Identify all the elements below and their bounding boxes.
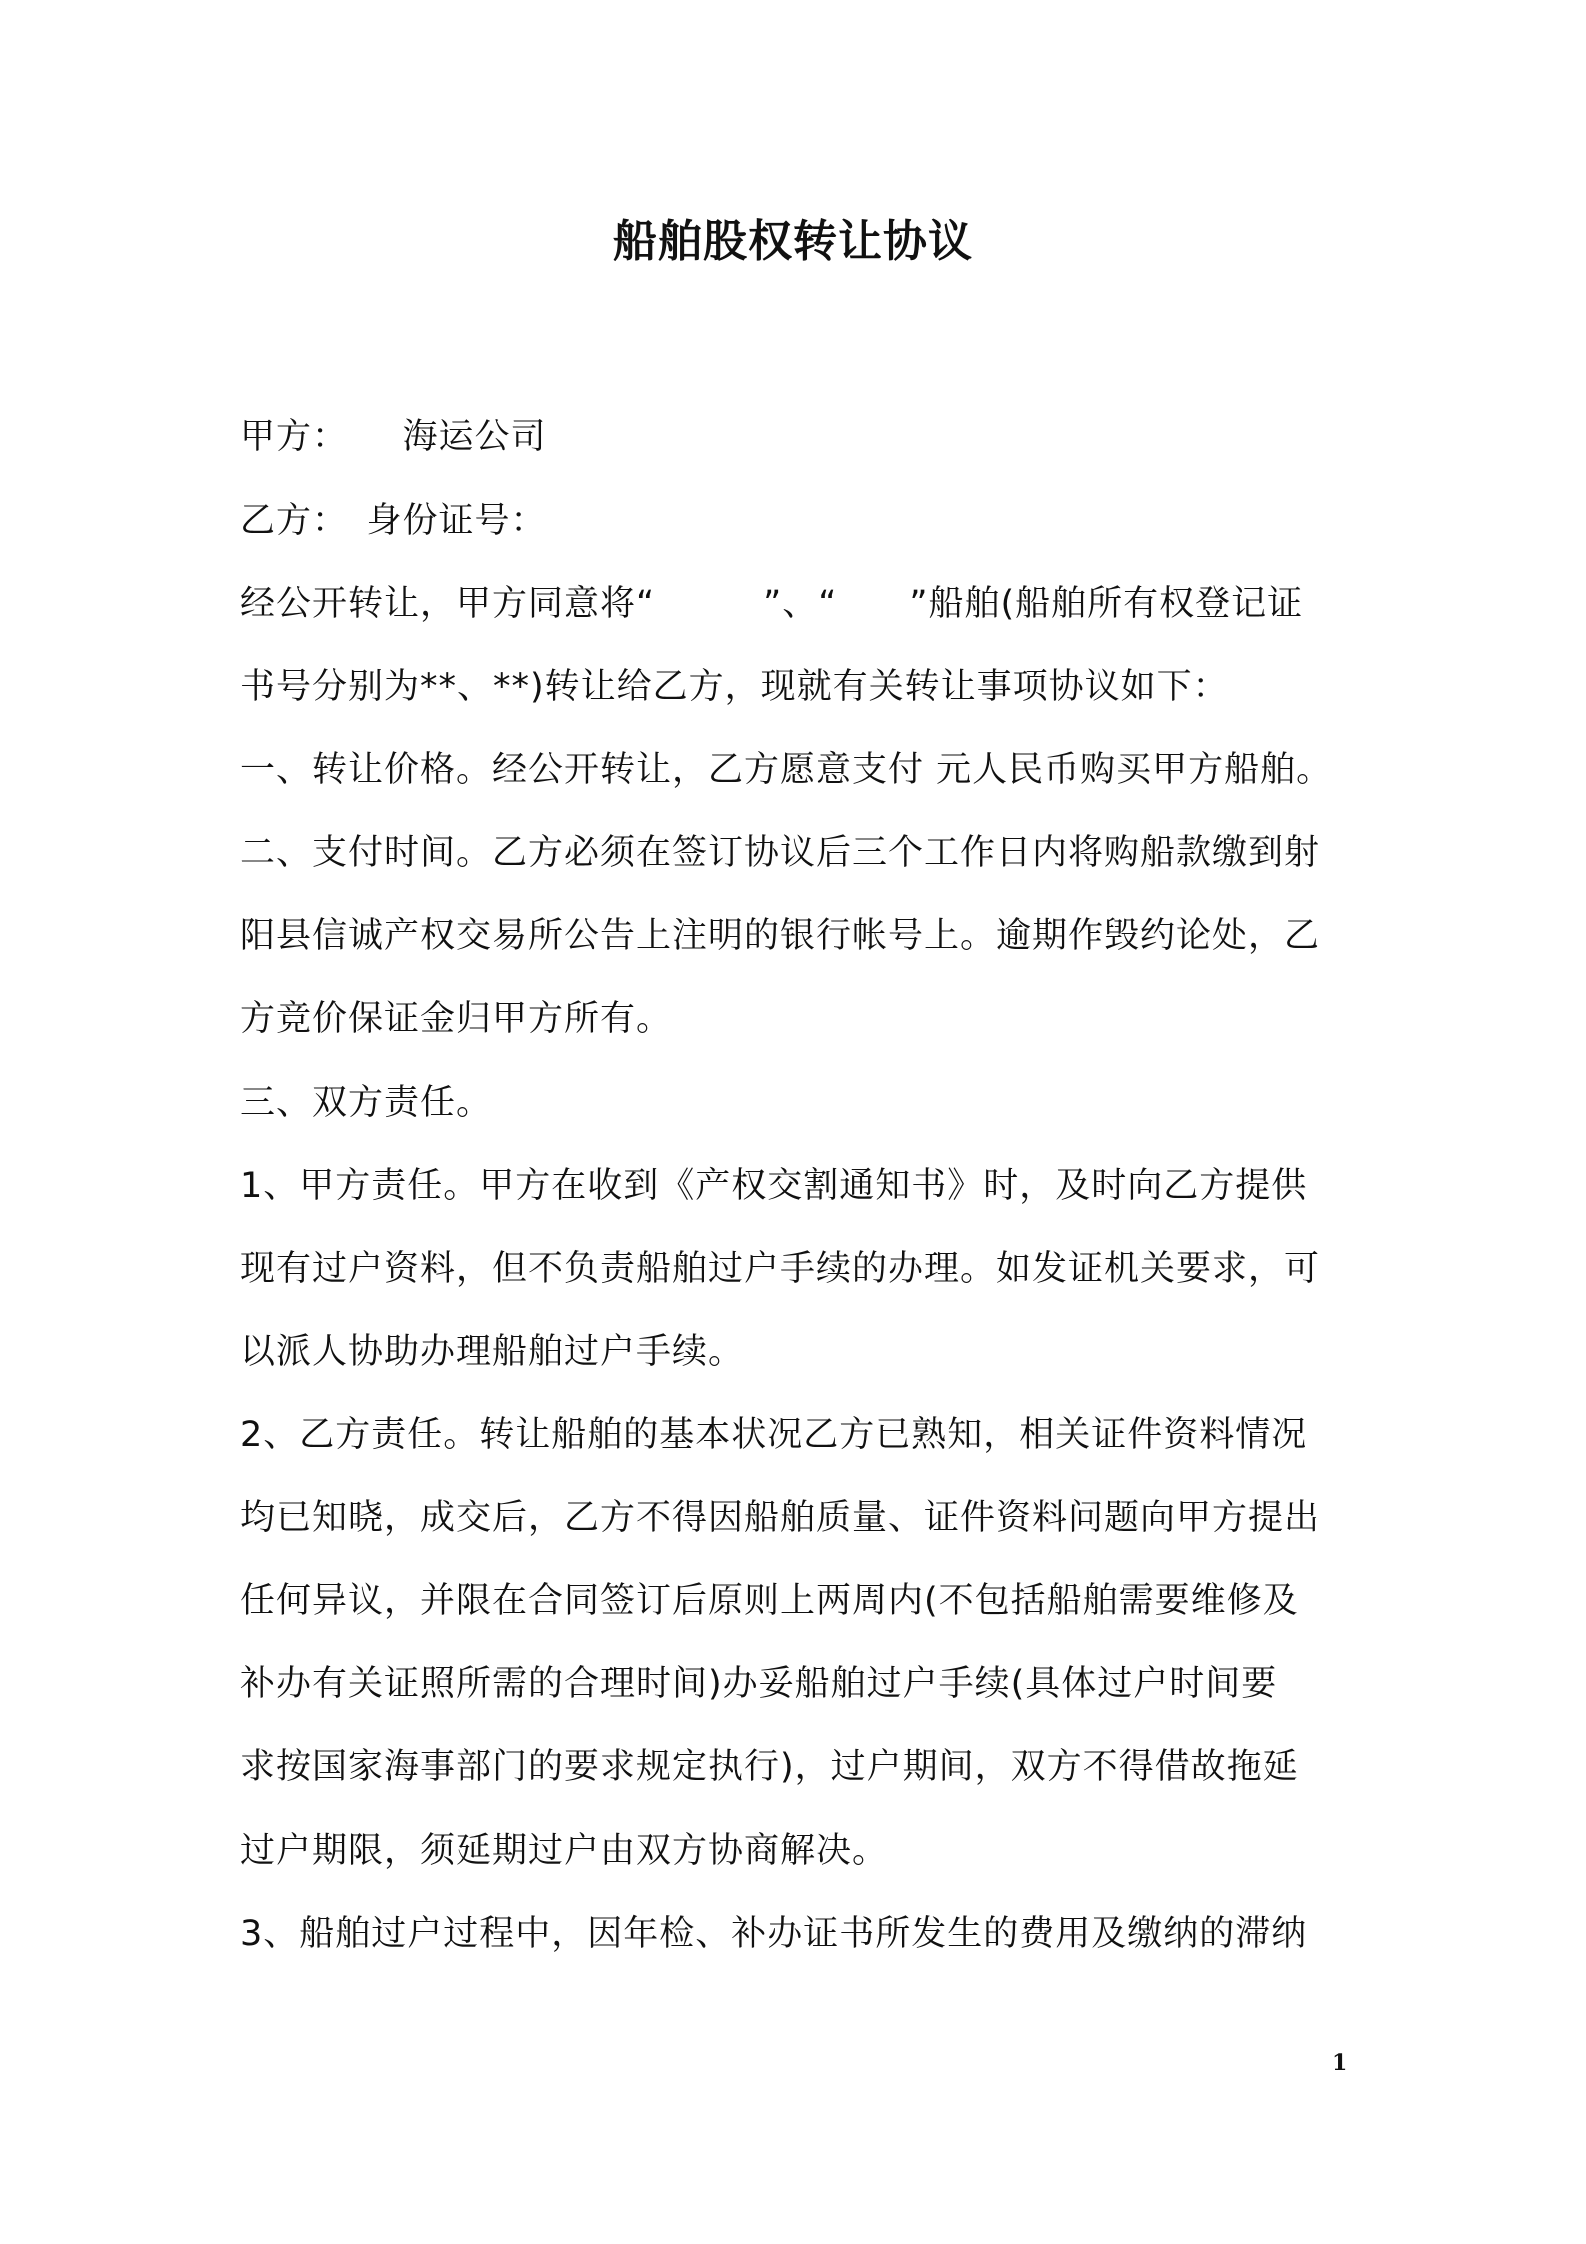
paragraph-line: 求按国家海事部门的要求规定执行)，过户期间，双方不得借故拖延 (240, 1747, 1299, 1787)
paragraph-line: 方竞价保证金归甲方所有。 (240, 999, 673, 1039)
document-title: 船舶股权转让协议 (613, 216, 973, 267)
paragraph-line: 经公开转让，甲方同意将“ ”、“ ”船舶(船舶所有权登记证 (240, 584, 1304, 624)
paragraph-line: 二、支付时间。乙方必须在签订协议后三个工作日内将购船款缴到射 (240, 833, 1321, 873)
paragraph-line: 任何异议，并限在合同签订后原则上两周内(不包括船舶需要维修及 (240, 1581, 1299, 1621)
paragraph-line: 书号分别为**、**)转让给乙方，现就有关转让事项协议如下： (240, 667, 1229, 707)
party-b-line: 乙方： 身份证号： (240, 501, 547, 541)
paragraph-line: 均已知晓，成交后，乙方不得因船舶质量、证件资料问题向甲方提出 (240, 1498, 1321, 1538)
paragraph-line: 阳县信诚产权交易所公告上注明的银行帐号上。逾期作毁约论处，乙 (240, 916, 1321, 956)
paragraph-line: 1、甲方责任。甲方在收到《产权交割通知书》时，及时向乙方提供 (240, 1166, 1308, 1206)
party-a-line: 甲方： 海运公司 (240, 417, 547, 457)
paragraph-line: 补办有关证照所需的合理时间)办妥船舶过户手续(具体过户时间要 (240, 1664, 1278, 1704)
section-heading: 三、双方责任。 (240, 1083, 493, 1123)
paragraph-line: 过户期限，须延期过户由双方协商解决。 (240, 1831, 889, 1871)
paragraph-line: 现有过户资料，但不负责船舶过户手续的办理。如发证机关要求，可 (240, 1249, 1321, 1289)
page-number: 1 (1332, 2050, 1348, 2076)
paragraph-line: 3、船舶过户过程中，因年检、补办证书所发生的费用及缴纳的滞纳 (240, 1914, 1308, 1954)
paragraph-line: 一、转让价格。经公开转让，乙方愿意支付 元人民币购买甲方船舶。 (240, 750, 1333, 790)
paragraph-line: 2、乙方责任。转让船舶的基本状况乙方已熟知，相关证件资料情况 (240, 1415, 1308, 1455)
paragraph-line: 以派人协助办理船舶过户手续。 (240, 1332, 745, 1372)
